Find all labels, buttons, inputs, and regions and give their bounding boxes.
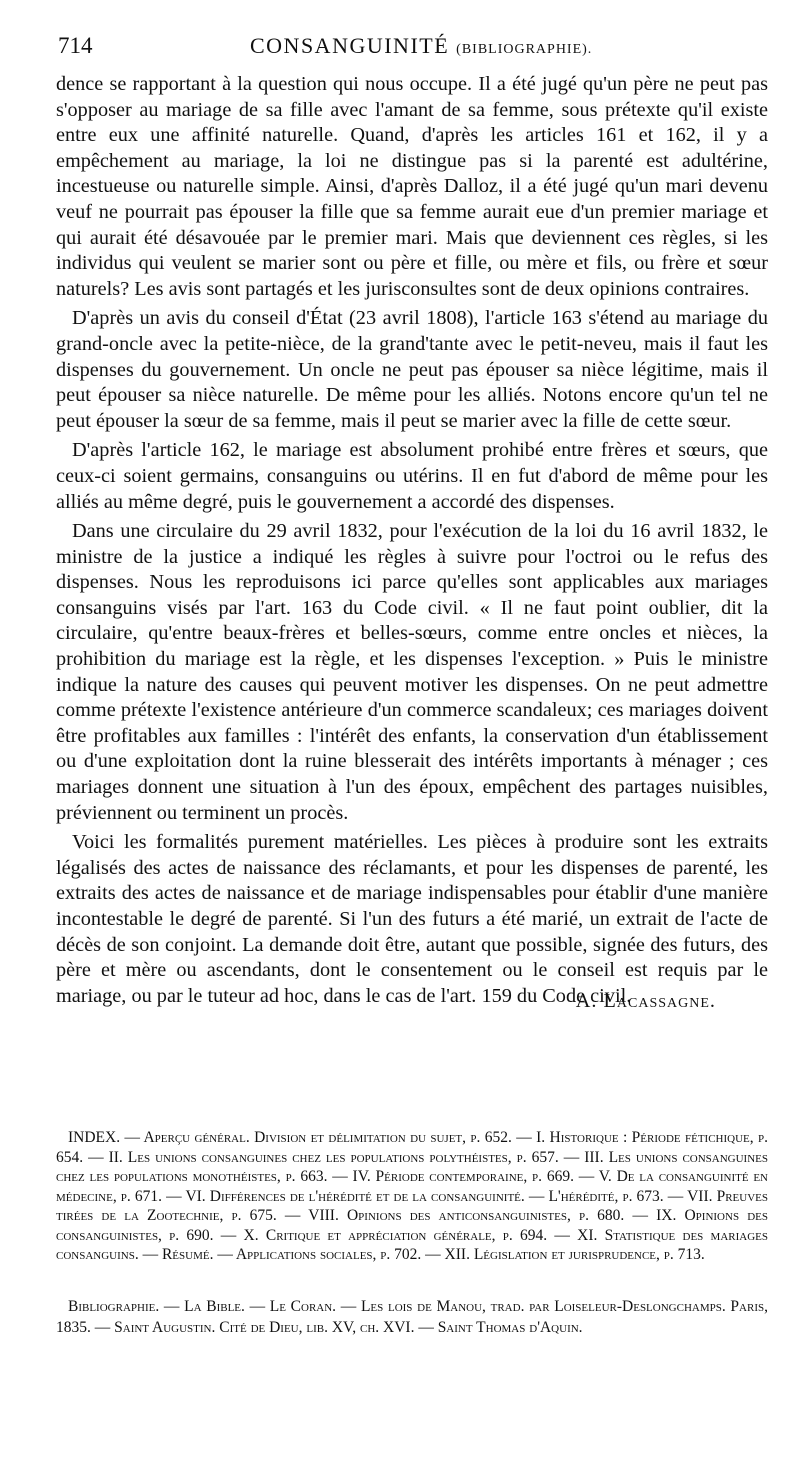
paragraph-1: dence se rapportant à la question qui nous occupe. Il a été jugé qu'un père ne peut pas s'opposer au mariage de sa fille avec l'amant de sa femme, sous prétexte qu'il existe entre eux une affinité naturelle. Quand, d'après les articles 161 et 162, il y a empêchement au mariage, la loi ne distingue pas si la parenté est adultérine, incestueuse ou naturelle simple. Ainsi, d'après Dalloz, il a été jugé qu'un mari devenu veuf ne pourrait pas épouser la fille que sa femme aurait eue d'un premier mariage et qui aurait été désavouée par le premier mari. Mais que deviennent ces règles, si les individus qui veulent se marier sont ou père et fille, ou mère et fils, ou frère et sœur naturels? Les avis sont partagés et les jurisconsultes sont de deux opinions contraires. bbox=[56, 73, 768, 300]
page-number: 714 bbox=[58, 33, 93, 58]
paragraph-3: D'après l'article 162, le mariage est absolument prohibé entre frères et sœurs, que ceux-ci soient germains, consanguins ou utérins. Il en fut d'abord de même pour les alliés au même degré, puis le gouvernement a accordé des dispenses. bbox=[56, 439, 768, 513]
paragraph-4: Dans une circulaire du 29 avril 1832, pour l'exécution de la loi du 16 avril 1832, le ministre de la justice a indiqué les règles à suivre pour l'octroi ou le refus des dispenses. Nous les reproduisons ici parce qu'elles sont applicables aux mariages consanguins visés par l'art. 163 du Code civil. « Il ne faut point oublier, dit la circulaire, qu'entre beaux-frères et belles-sœurs, comme entre oncles et nièces, la prohibition du mariage est la règle, et les dispenses l'exception. » Puis le ministre indique la nature des causes qui peuvent motiver les dispenses. On ne peut admettre comme prétexte l'existence antérieure d'un commerce scandaleux; ces mariages doivent être profitables aux familles : l'intérêt des enfants, la conservation d'un établissement ou d'une exploitation dont la ruine blesserait des intérêts importants à ménager ; ces mariages donnent une situation à l'un des époux, empêchent des partages nuisibles, préviennent ou terminent un procès. bbox=[56, 520, 768, 824]
running-subtitle: (BIBLIOGRAPHIE). bbox=[456, 42, 593, 57]
paragraph-2: D'après un avis du conseil d'État (23 avril 1808), l'article 163 s'étend au mariage du grand-oncle avec la petite-nièce, de la grand'tante avec le petit-neveu, mais il faut les dispenses du gouvernement. Un oncle ne peut pas épouser sa nièce légitime, mais il peut épouser sa nièce naturelle. De même pour les alliés. Notons encore qu'un tel ne peut épouser la sœur de sa femme, mais il peut se marier avec la fille de cette sœur. bbox=[56, 307, 768, 432]
body-text bbox=[56, 72, 768, 1015]
running-title: CONSANGUINITÉ bbox=[250, 33, 450, 58]
paragraph-5: Voici les formalités purement matérielles. Les pièces à produire sont les extraits légalisés des actes de naissance des réclamants, et pour les dispenses de parenté, les extraits des actes de naissance et de mariage indispensables pour établir d'une manière incontestable le degré de parenté. Si l'un des futurs a été marié, un extrait de l'acte de décès de son conjoint. La demande doit être, autant que possible, signée des futurs, des père et mère ou ascendants, dont le consentement ou le conseil est requis par le mariage, ou par le tuteur ad hoc, dans le cas de l'art. 159 du Code civil. bbox=[56, 831, 768, 1007]
bibliography-section: Bibliographie. — La Bible. — Le Coran. — Les lois de Manou, trad. par Loiseleur-Deslongchamps. Paris, 1835. — Saint Augustin. Cité de Dieu, lib. XV, ch. XVI. — Saint Thomas d'Aquin. bbox=[56, 1298, 768, 1336]
running-header bbox=[250, 33, 592, 59]
index-section: INDEX. — Aperçu général. Division et délimitation du sujet, p. 652. — I. Historique : Période fétichique, p. 654. — II. Les unions consanguines chez les populations polythéistes, p. 657. — III. Les unions consanguines chez les populations monothéistes, p. 663. — IV. Période contemporaine, p. 669. — V. De la consanguinité en médecine, p. 671. — VI. Différences de l'hérédité et de la consanguinité. — L'hérédité, p. 673. — VII. Preuves tirées de la Zootechnie, p. 675. — VIII. Opinions des anticonsanguinistes, p. 680. — IX. Opinions des consanguinistes, p. 690. — X. Critique et appréciation générale, p. 694. — XI. Statistique des mariages consanguins. — Résumé. — Applications sociales, p. 702. — XII. Législation et jurisprudence, p. 713. bbox=[56, 1129, 768, 1263]
author-signature: A. Lacassagne. bbox=[575, 990, 716, 1013]
